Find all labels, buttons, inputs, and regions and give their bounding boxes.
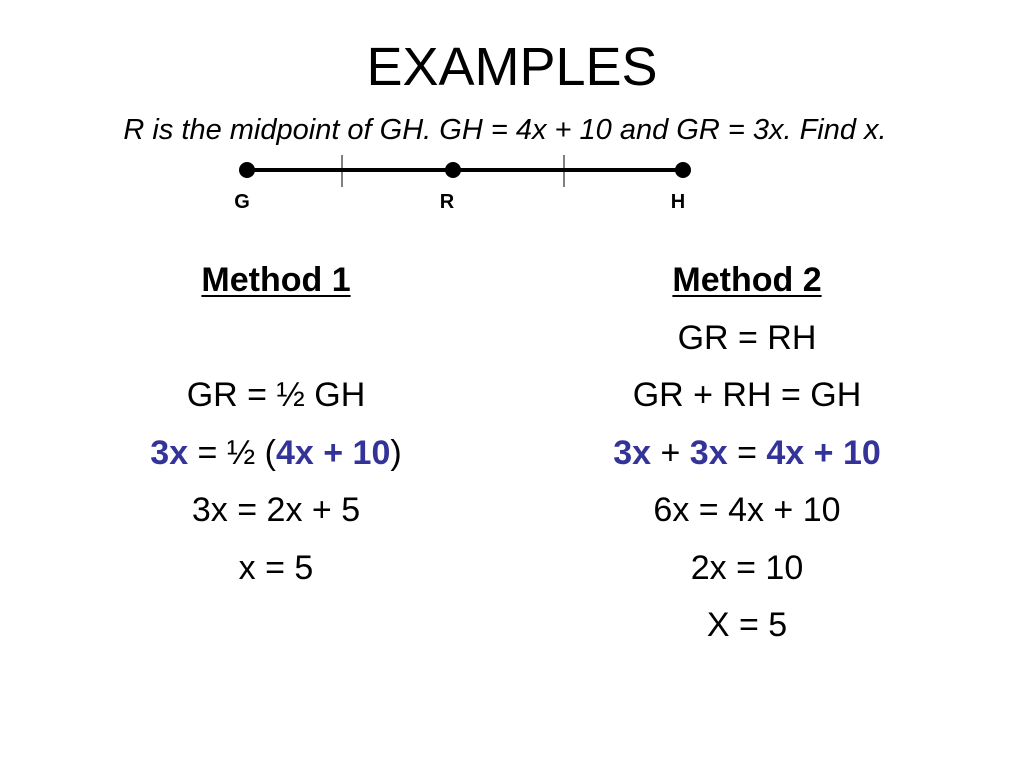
label-r: R — [439, 191, 455, 213]
method-1-step-1: GR = ½ GH — [186, 376, 366, 414]
label-g: G — [234, 191, 250, 213]
method-2-step-1: GR = RH — [677, 318, 817, 357]
closing-paren: ) — [390, 433, 402, 472]
method-2-step-2: GR + RH = GH — [632, 376, 862, 414]
operator-plus: + — [651, 433, 690, 472]
term-4x-plus-10: 4x + 10 — [275, 433, 391, 472]
problem-statement: R is the midpoint of GH. GH = 4x + 10 and GR = 3x. Find x. — [123, 114, 887, 146]
method-1-heading: Method 1 — [201, 261, 351, 299]
method-2-step-5: 2x = 10 — [690, 548, 804, 587]
method-2-column — [537, 252, 957, 655]
label-h: H — [670, 191, 686, 213]
method-2-step-3 — [537, 425, 957, 483]
point-g — [239, 162, 255, 178]
term-4x-plus-10: 4x + 10 — [766, 433, 881, 472]
method-1-column — [66, 252, 486, 597]
method-2-heading: Method 2 — [672, 261, 822, 299]
segment-gh-diagram — [0, 150, 1024, 220]
term-3x-second: 3x — [689, 433, 728, 472]
term-3x: 3x — [150, 433, 189, 472]
method-1-step-3: 3x = 2x + 5 — [191, 491, 361, 529]
term-3x-first: 3x — [613, 433, 652, 472]
method-1-step-2 — [66, 425, 486, 483]
method-2-step-4: 6x = 4x + 10 — [653, 491, 841, 529]
point-h — [675, 162, 691, 178]
operator-equals: = — [727, 433, 767, 472]
method-2-step-6: X = 5 — [706, 606, 788, 644]
operator-text: = ½ ( — [188, 433, 276, 472]
method-1-blank-line — [66, 310, 486, 368]
point-r — [445, 162, 461, 178]
method-1-step-4: x = 5 — [238, 548, 314, 587]
slide-title: EXAMPLES — [366, 37, 658, 97]
